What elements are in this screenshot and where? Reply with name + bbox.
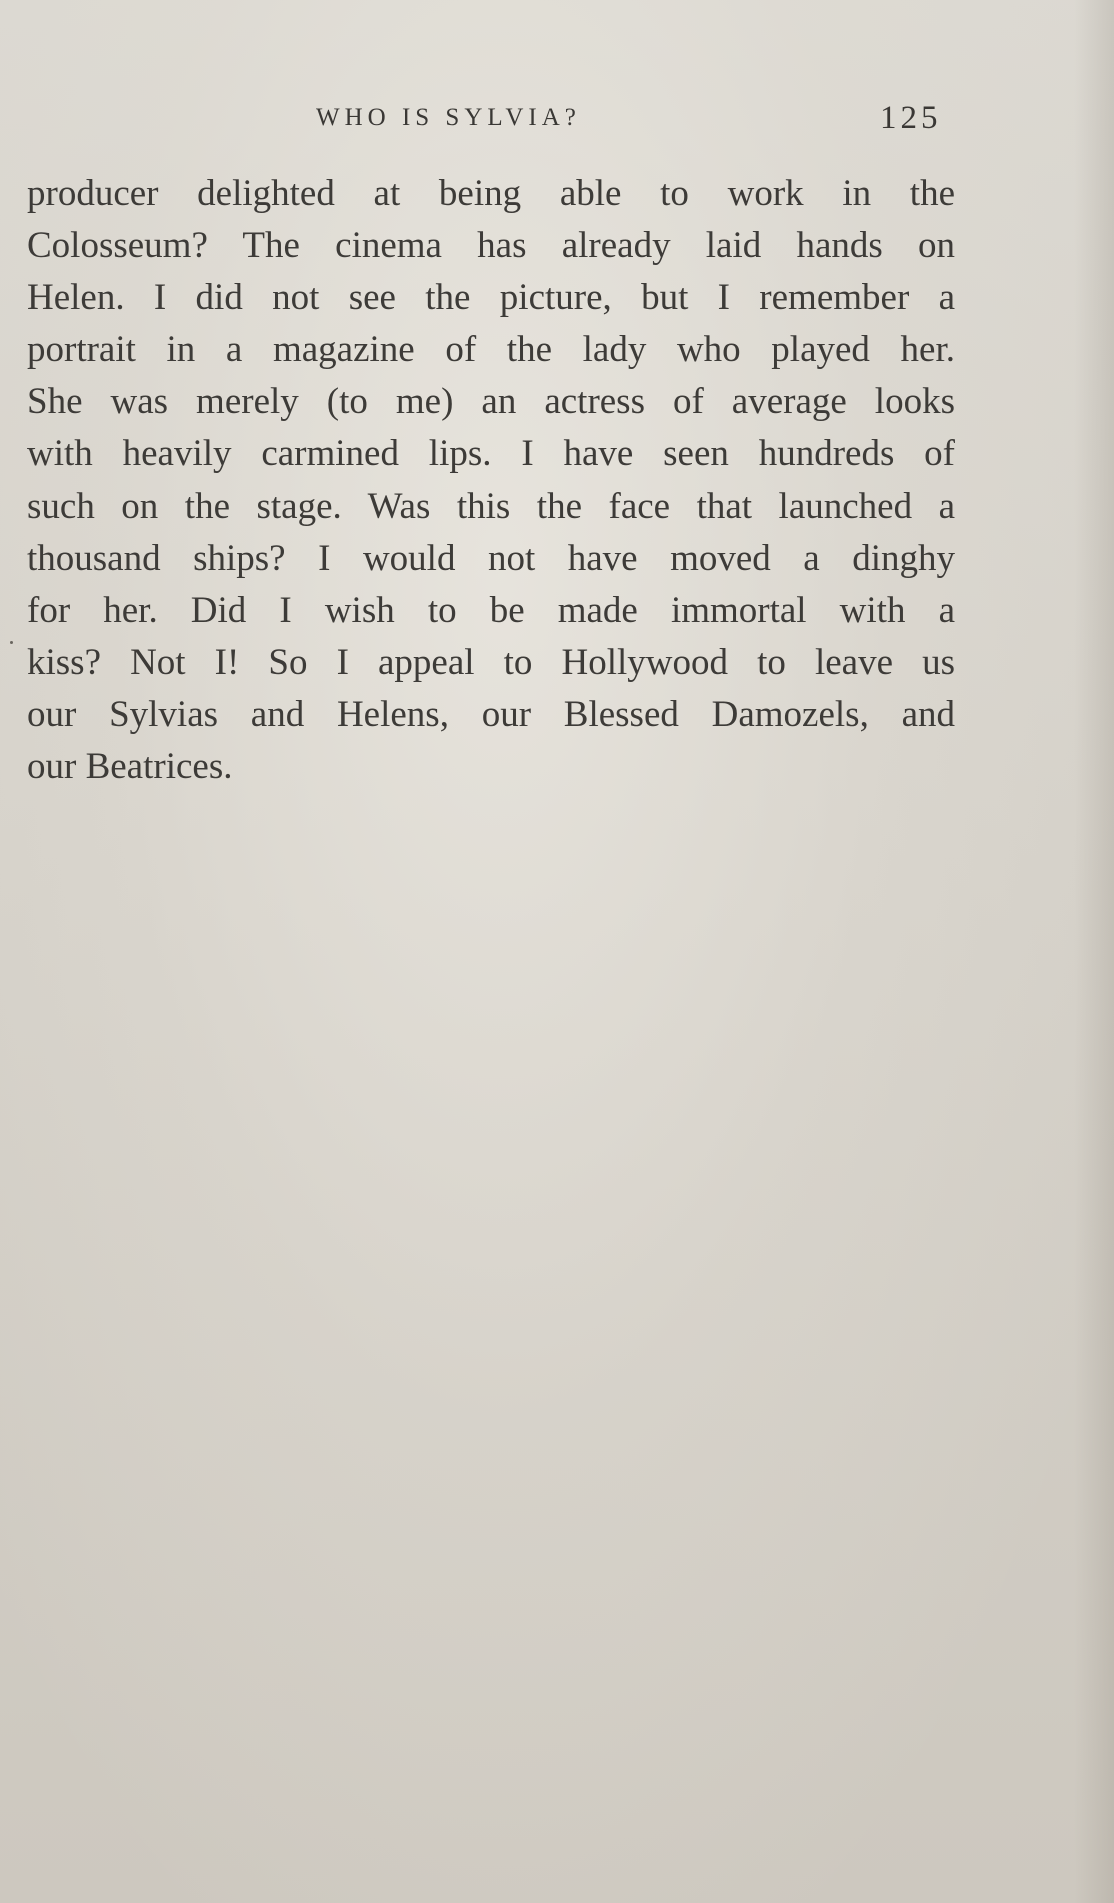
text-line: our Sylvias and Helens, our Blessed Damozels, and: [27, 693, 955, 735]
text-line: She was merely (to me) an actress of average looks: [27, 381, 955, 423]
text-line: with heavily carmined lips. I have seen hundreds of: [27, 433, 955, 475]
margin-speck: [10, 641, 13, 644]
text-line: thousand ships? I would not have moved a dinghy: [27, 537, 955, 579]
paragraph: [27, 168, 955, 793]
text-line: Colosseum? The cinema has already laid hands on: [27, 225, 955, 267]
text-line: for her. Did I wish to be made immortal with a: [27, 589, 955, 631]
text-line-last: our Beatrices.: [27, 746, 233, 788]
page-number: 125: [880, 100, 942, 136]
running-title: WHO IS SYLVIA?: [316, 104, 581, 131]
text-line: Helen. I did not see the picture, but I remember a: [27, 277, 955, 319]
text-line: kiss? Not I! So I appeal to Hollywood to leave us: [27, 641, 955, 683]
text-line: producer delighted at being able to work in the: [27, 173, 955, 214]
text-line: such on the stage. Was this the face that launched a: [27, 485, 955, 527]
text-line: portrait in a magazine of the lady who played her.: [27, 329, 955, 371]
